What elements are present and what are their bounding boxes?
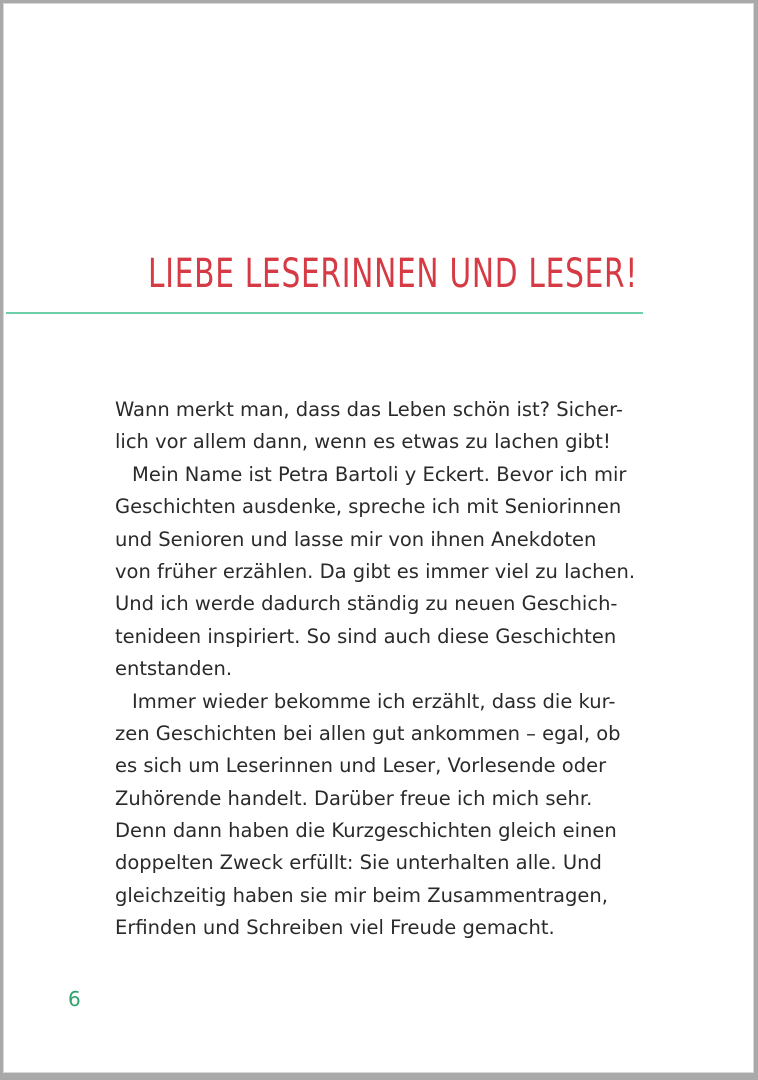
text-line: doppelten Zweck erfüllt: Sie unterhalten alle. Und [115, 851, 602, 875]
text-line: Geschichten ausdenke, spreche ich mit Seniorinnen [115, 495, 622, 519]
text-line: gleichzeitig haben sie mir beim Zusammentragen, [115, 883, 608, 907]
text-line: Mein Name ist Petra Bartoli y Eckert. Bevor ich mir [132, 462, 627, 486]
page-number: 6 [68, 987, 81, 1011]
page-title: LIEBE LESERINNEN UND LESER! [148, 251, 638, 297]
text-line: Wann merkt man, dass das Leben schön ist? Sicher- [115, 398, 623, 421]
paragraph-1 [115, 394, 655, 459]
text-line: entstanden. [115, 657, 233, 681]
text-line: zen Geschichten bei allen gut ankommen – egal, ob [115, 721, 621, 745]
book-page [3, 3, 754, 1073]
text-line: Denn dann haben die Kurzgeschichten gleich einen [115, 819, 617, 843]
text-line: Und ich werde dadurch ständig zu neuen Geschich- [115, 592, 618, 616]
text-line: Erfinden und Schreiben viel Freude gemacht. [115, 916, 555, 940]
text-line: es sich um Leserinnen und Leser, Vorlesende oder [115, 754, 607, 778]
text-line: und Senioren und lasse mir von ihnen Anekdoten [115, 527, 597, 551]
paragraph-2 [115, 459, 655, 686]
body-text [115, 394, 655, 945]
title-divider [6, 312, 643, 314]
text-line: Immer wieder bekomme ich erzählt, dass die kur- [132, 689, 616, 713]
text-line: tenideen inspiriert. So sind auch diese Geschichten [115, 624, 617, 648]
text-line: von früher erzählen. Da gibt es immer viel zu lachen. [115, 559, 636, 583]
text-line: Zuhörende handelt. Darüber freue ich mich sehr. [115, 786, 593, 810]
text-line: lich vor allem dann, wenn es etwas zu lachen gibt! [115, 430, 611, 454]
paragraph-3 [115, 686, 655, 945]
